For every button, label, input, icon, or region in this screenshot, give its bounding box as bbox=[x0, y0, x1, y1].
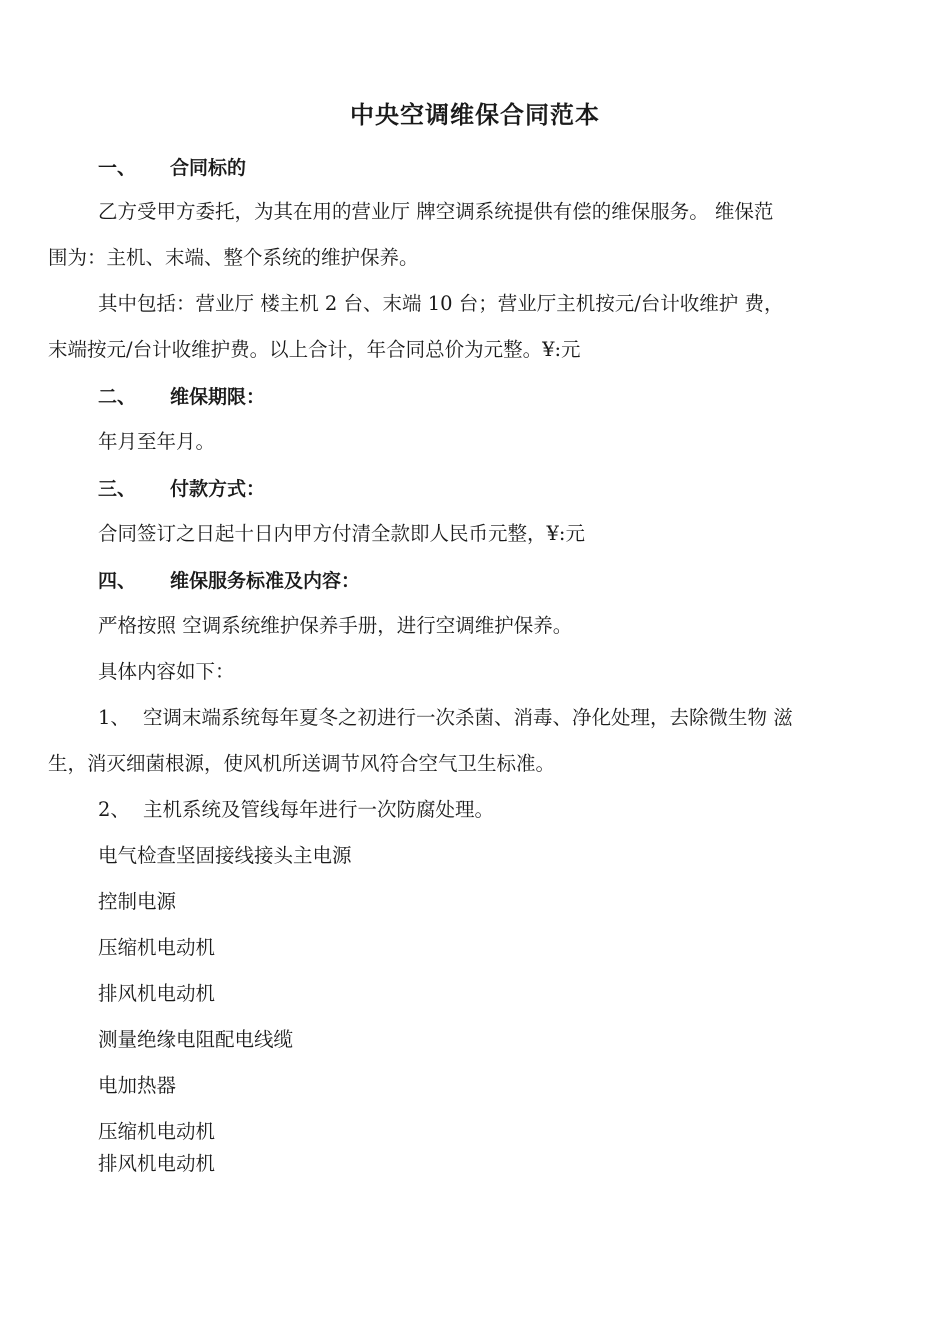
section-heading-2 bbox=[98, 383, 265, 411]
section-heading-3 bbox=[98, 475, 265, 503]
checklist-line: 控制电源 bbox=[98, 890, 177, 913]
checklist-line: 排风机电动机 bbox=[98, 982, 216, 1005]
section-title: 合同标的 bbox=[170, 157, 247, 179]
section-number: 三、 bbox=[98, 478, 137, 500]
paragraph-line: 严格按照 空调系统维护保养手册，进行空调维护保养。 bbox=[98, 614, 573, 637]
section-number: 一、 bbox=[98, 157, 137, 179]
list-item bbox=[98, 704, 793, 732]
list-item bbox=[98, 796, 494, 824]
section-number: 二、 bbox=[98, 386, 137, 408]
section-title: 维保服务标准及内容： bbox=[170, 570, 361, 592]
section-title: 维保期限： bbox=[170, 386, 266, 408]
paragraph-line: 合同签订之日起十日内甲方付清全款即人民币元整，¥:元 bbox=[98, 522, 585, 545]
checklist-line: 压缩机电动机 bbox=[98, 1120, 216, 1143]
checklist-line: 压缩机电动机 bbox=[98, 936, 216, 959]
checklist-line: 电加热器 bbox=[98, 1074, 177, 1097]
item-text: 主机系统及管线每年进行一次防腐处理。 bbox=[143, 798, 495, 821]
paragraph-line: 年月至年月。 bbox=[98, 430, 216, 453]
checklist-line: 电气检查坚固接线接头主电源 bbox=[98, 844, 352, 867]
document-title: 中央空调维保合同范本 bbox=[350, 101, 600, 129]
section-heading-1 bbox=[98, 154, 246, 182]
section-heading-4 bbox=[98, 567, 360, 595]
item-continuation: 生，消灭细菌根源，使风机所送调节风符合空气卫生标准。 bbox=[48, 752, 556, 775]
paragraph-line: 乙方受甲方委托，为其在用的营业厅 牌空调系统提供有偿的维保服务。 维保范 bbox=[98, 200, 774, 223]
section-title: 付款方式： bbox=[170, 478, 266, 500]
paragraph-line: 具体内容如下： bbox=[98, 660, 235, 683]
checklist-line: 测量绝缘电阻配电线缆 bbox=[98, 1028, 294, 1051]
paragraph-line: 末端按元/台计收维护费。以上合计，年合同总价为元整。¥:元 bbox=[48, 338, 581, 361]
paragraph-line: 围为：主机、末端、整个系统的维护保养。 bbox=[48, 246, 419, 269]
item-text: 空调末端系统每年夏冬之初进行一次杀菌、消毒、净化处理，去除微生物 滋 bbox=[143, 706, 793, 729]
item-number: 1、 bbox=[98, 706, 130, 729]
checklist-line: 排风机电动机 bbox=[98, 1152, 216, 1175]
item-number: 2、 bbox=[98, 798, 130, 821]
section-number: 四、 bbox=[98, 570, 137, 592]
paragraph-line: 其中包括：营业厅 楼主机 2 台、末端 10 台；营业厅主机按元/台计收维护 费， bbox=[98, 292, 784, 315]
